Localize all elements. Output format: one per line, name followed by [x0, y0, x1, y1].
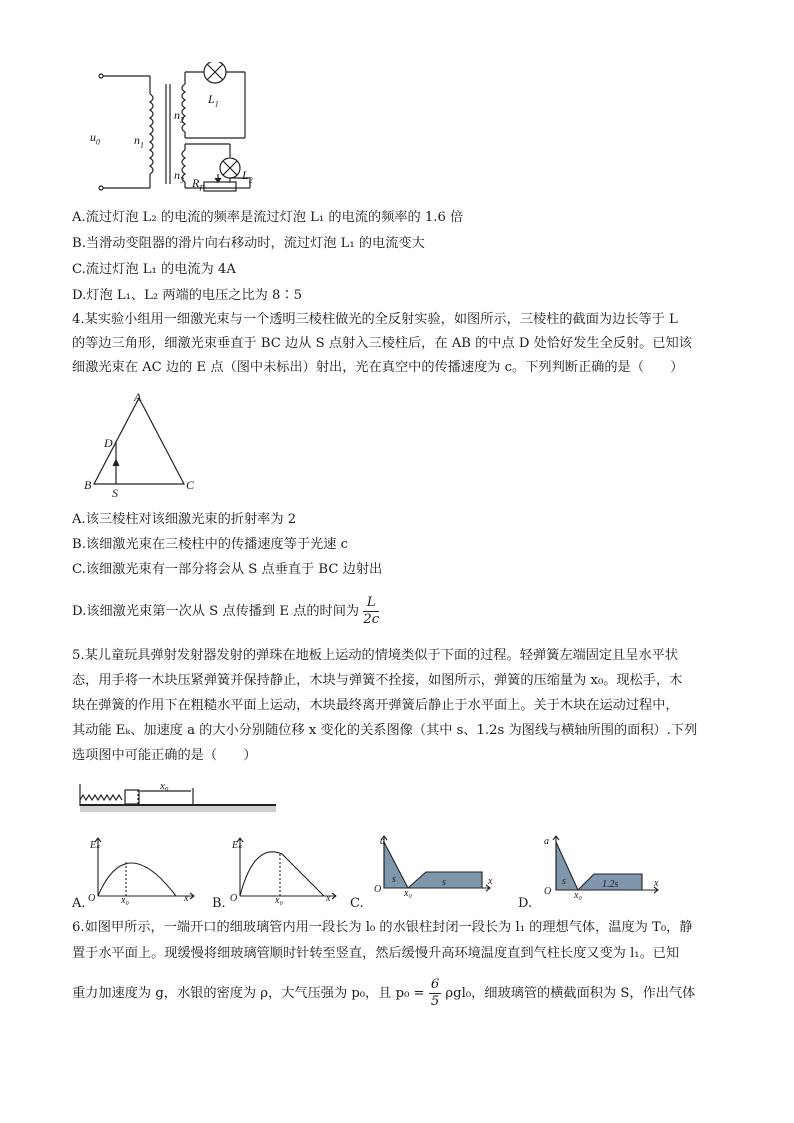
- n2-label: $n_2$: [174, 108, 184, 125]
- graph-d-x0: x₀: [574, 890, 582, 901]
- graph-b-letter: B.: [212, 896, 226, 911]
- graph-a-x0: x₀: [121, 895, 129, 906]
- graph-c-ylabel: a: [380, 836, 385, 847]
- n1-label: $n_1$: [134, 133, 144, 150]
- graph-b-x0: x₀: [275, 895, 283, 906]
- vertex-b-label: B: [84, 478, 92, 492]
- graph-c-area-1: s: [392, 874, 396, 885]
- graph-d-xlabel: x: [654, 878, 659, 889]
- q6-stem-line-3: 重力加速度为 g，水银的密度为 ρ，大气压强为 p₀，且 p₀ = $\frac{6}{5}$ ρgl₀，细玻璃管的横截面积为 S，作出气体: [72, 977, 696, 1009]
- rp-label: $R_P$: [192, 176, 205, 193]
- q3-option-b: B.当滑动变阻器的滑片向右移动时，流过灯泡 L₁ 的电流变大: [72, 236, 425, 251]
- graph-d-a-vs-x: [538, 834, 662, 900]
- graph-d-origin: O: [544, 886, 552, 897]
- vertex-c-label: C: [186, 478, 195, 492]
- q5-stem-line-2: 态，用手将一木块压紧弹簧并保持静止，木块与弹簧不拴接，如图所示，弹簧的压缩量为 x₀。现松手，木: [72, 673, 683, 688]
- q4-stem-line-1: 4.某实验小组用一细激光束与一个透明三棱柱做光的全反射实验，如图所示，三棱柱的截面为边长等于 L: [72, 312, 678, 327]
- point-s-label: S: [112, 486, 118, 500]
- q4-stem-line-3: 细激光束在 AC 边的 E 点（图中未标出）射出，光在真空中的传播速度为 c。下列判断正确的是（ ）: [72, 360, 684, 375]
- q4-option-d-fraction: $\frac{L}{2c}$: [363, 595, 380, 627]
- spring-block-figure: [76, 782, 276, 814]
- graph-d-area-2: 1.2s: [602, 879, 619, 890]
- l1-label: $L_1$: [208, 92, 219, 109]
- spring-x0-label: x₀: [160, 780, 169, 792]
- graph-a-ylabel: Eₖ: [90, 840, 101, 851]
- u0-label: $u_0$: [90, 130, 100, 147]
- graph-c-area-2: s: [442, 877, 446, 888]
- graph-b-ylabel: Eₖ: [232, 840, 243, 851]
- graph-d-ylabel: a: [544, 836, 549, 847]
- graph-b-xlabel: x: [326, 893, 331, 904]
- graph-a-ek-vs-x: [86, 834, 198, 904]
- graph-c-xlabel: x: [488, 876, 493, 887]
- graph-c-origin: O: [374, 884, 382, 895]
- q3-option-a: A.流过灯泡 L₂ 的电流的频率是流过灯泡 L₁ 的电流的频率的 1.6 倍: [72, 210, 464, 225]
- graph-b-ek-vs-x: [228, 834, 340, 904]
- n3-label: $n_3$: [174, 168, 184, 185]
- l2-label: $L_2$: [242, 168, 253, 185]
- q5-stem-line-5: 选项图中可能正确的是（ ）: [72, 748, 257, 763]
- q5-stem-line-3: 块在弹簧的作用下在粗糙水平面上运动，木块最终离开弹簧后静止于水平面上。关于木块在运动过程中，: [72, 698, 679, 713]
- q6-fraction: $\frac{6}{5}$: [430, 977, 440, 1009]
- q4-option-b: B.该细激光束在三棱柱中的传播速度等于光速 c: [72, 537, 349, 552]
- graph-d-letter: D.: [518, 896, 533, 911]
- graph-c-x0: x₀: [404, 888, 412, 899]
- graph-c-letter: C.: [350, 896, 364, 911]
- q5-stem-line-4: 其动能 Eₖ、加速度 a 的大小分别随位移 x 变化的关系图像（其中 s、1.2s 为图线与横轴所围的面积）.下列: [72, 723, 698, 738]
- q6-stem-line-1: 6.如图甲所示，一端开口的细玻璃管内用一段长为 l₀ 的水银柱封闭一段长为 l₁ 的理想气体，温度为 T₀，静: [72, 920, 693, 935]
- graph-c-a-vs-x: [372, 834, 494, 900]
- point-d-label: D: [104, 436, 113, 450]
- q6-stem-line-2: 置于水平面上。现缓慢将细玻璃管顺时针转至竖直，然后缓慢升高环境温度直到气柱长度又变为 l₁。已知: [72, 946, 680, 961]
- q4-option-d: D.该细激光束第一次从 S 点传播到 E 点的时间为 $\frac{L}{2c}$: [72, 595, 380, 627]
- graph-d-area-1: s: [562, 876, 566, 887]
- graph-a-letter: A.: [72, 896, 86, 911]
- graph-a-origin: O: [88, 893, 96, 904]
- graph-b-origin: O: [230, 893, 238, 904]
- q4-option-c: C.该细激光束有一部分将会从 S 点垂直于 BC 边射出: [72, 562, 383, 577]
- q3-option-c: C.流过灯泡 L₁ 的电流为 4A: [72, 262, 236, 277]
- q4-option-a: A.该三棱柱对该细激光束的折射率为 2: [72, 512, 297, 527]
- q5-stem-line-1: 5.某儿童玩具弹射发射器发射的弹珠在地板上运动的情境类似于下面的过程。轻弹簧左端固定且呈水平状: [72, 648, 679, 663]
- graph-a-xlabel: x: [184, 893, 189, 904]
- q3-option-d: D.灯泡 L₁、L₂ 两端的电压之比为 8∶5: [72, 288, 302, 303]
- vertex-a-label: A: [134, 390, 142, 404]
- q4-stem-line-2: 的等边三角形，细激光束垂直于 BC 边从 S 点射入三棱柱后，在 AB 的中点 D 处恰好发生全反射。已知该: [72, 336, 692, 351]
